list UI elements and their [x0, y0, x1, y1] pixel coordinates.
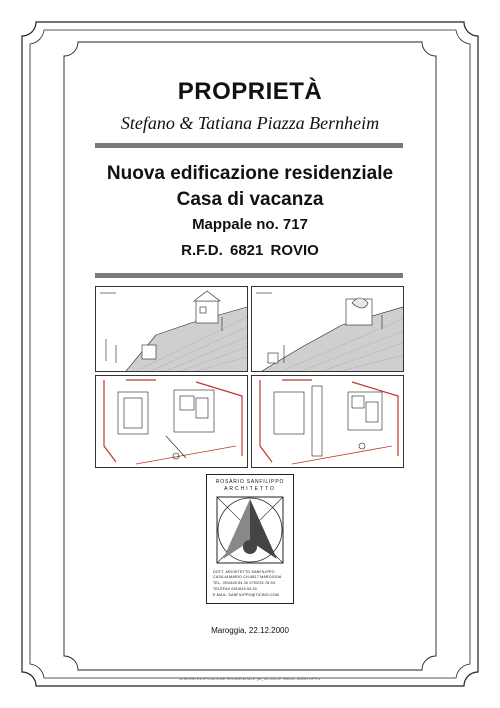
project-title: Nuova edificazione residenziale — [106, 163, 394, 184]
architect-title: ARCHITETTO — [224, 486, 276, 492]
architect-email: E.MAIL: SANFILIPPO@TICINO.COM — [213, 593, 279, 597]
floor-plan-left — [95, 375, 248, 468]
owner-label: PROPRIETÀ — [177, 78, 323, 105]
floor-plan-right — [251, 375, 404, 468]
architect-fax: TELEFAX 091/649.54.30 — [213, 587, 257, 591]
section-drawing-right — [251, 286, 404, 372]
footer-ref: DISEGNI.EDIFICAZIONE.RESIDENZIALE p8_53 DOCU. MEDIL.SANFILIPPO — [179, 677, 321, 681]
architect-address-2: CASA ALMARIO CH-6817 MAROGGIA — [213, 575, 282, 579]
triangle-in-square-logo-icon — [215, 495, 285, 565]
architect-name: ROSARIO SANFILIPPO — [215, 479, 285, 485]
architect-logo-card — [206, 474, 294, 604]
project-parcel: Mappale no. 717 — [192, 216, 308, 233]
date-place: Maroggia, 22.12.2000 — [211, 626, 289, 635]
architect-address-1: DOTT. ARCHITETTO SANFILIPPO — [213, 570, 275, 574]
project-subtitle: Casa di vacanza — [176, 189, 324, 210]
project-registry: R.F.D. 6821 ROVIO — [181, 242, 319, 259]
divider-bottom — [95, 273, 403, 278]
architect-phone: TEL. 091/649.54.30 079/225.78.94 — [213, 581, 275, 585]
section-drawing-left — [95, 286, 248, 372]
owner-names: Stefano & Tatiana Piazza Bernheim — [120, 113, 380, 133]
divider-top — [95, 143, 403, 148]
